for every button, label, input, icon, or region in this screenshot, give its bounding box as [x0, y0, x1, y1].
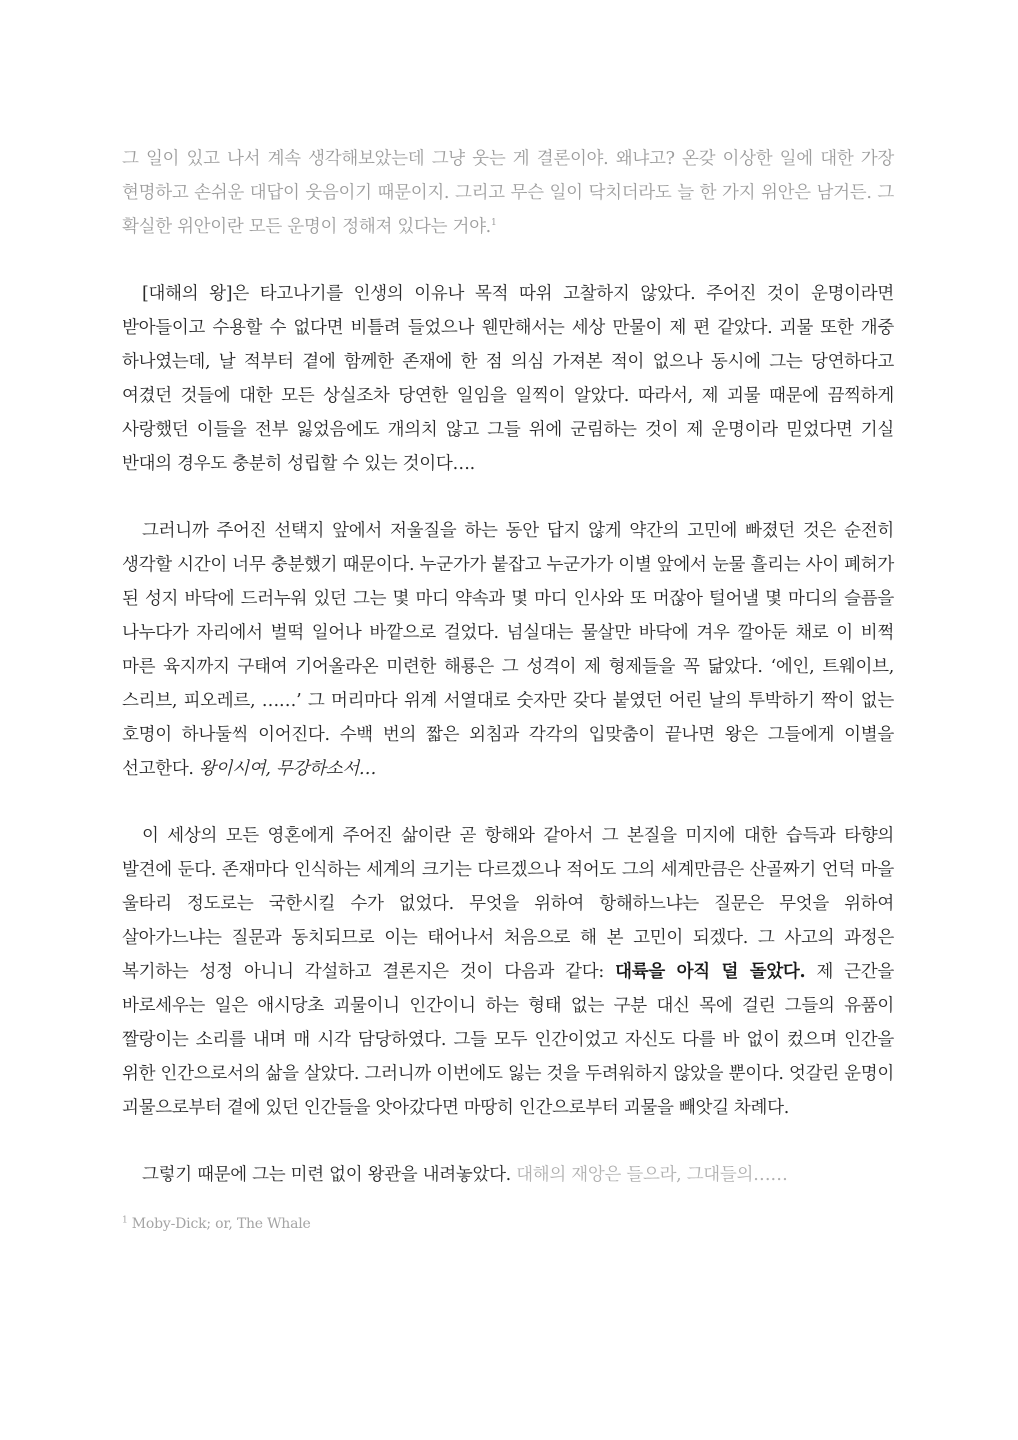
bold-emphasis: 대륙을 아직 덜 돌았다. — [615, 962, 806, 982]
footnote-text: Moby-Dick; or, The Whale — [127, 1216, 311, 1232]
faded-trailing-text: 대해의 재앙은 들으라, 그대들의…… — [516, 1165, 788, 1185]
paragraph-text: 그러니까 주어진 선택지 앞에서 저울질을 하는 동안 답지 않게 약간의 고민에 빠졌던 것은 순전히 생각할 시간이 너무 충분했기 때문이다. 누군가가 붙잡고 누군가가 이별 앞에서 눈물 흘리는 사이 폐허가 된 성지 바닥에 드러누워 있던 그는 몇 마디 약속과 몇 마디 인사와 또 머잖아 털어낼 몇 마디의 슬픔을 나누다가 자리에서 벌떡 일어나 바깥으로 걸었다. 넘실대는 물살만 바닥에 겨우 깔아둔 채로 이 비쩍 마른 육지까지 구태여 기어올라온 미련한 해룡은 그 성격이 제 형제들을 꼭 닮았다. ‘에인, 트웨이브, 스리브, 피오레르, ……’ 그 머리마다 위계 서열대로 숫자만 갖다 붙였던 어린 날의 투박하기 짝이 없는 호명이 하나둘씩 이어진다. 수백 번의 짧은 외침과 각각의 입맞춤이 끝나면 왕은 그들에게 이별을 선고한다. — [122, 521, 894, 779]
paragraph-text: 그렇기 때문에 그는 미련 없이 왕관을 내려놓았다. — [142, 1165, 517, 1185]
paragraph-text-continued: 제 근간을 바로세우는 일은 애시당초 괴물이니 인간이니 하는 형태 없는 구분 대신 목에 걸린 그들의 유품이 짤랑이는 소리를 내며 매 시각 담당하였다. 그들 모두 인간이었고 자신도 다를 바 없이 컸으며 인간을 위한 인간으로서의 삶을 살았다. 그러니까 이번에도 잃는 것을 두려워하지 않았을 뿐이다. 엇갈린 운명이 괴물으로부터 곁에 있던 인간들을 앗아갔다면 마땅히 인간으로부터 괴물을 빼앗길 차례다. — [122, 962, 894, 1118]
italic-quote: 왕이시여, 무강하소서… — [198, 759, 377, 779]
document-page — [122, 142, 894, 1234]
footnote-marker: 1 — [122, 1215, 128, 1226]
footnote — [122, 1214, 894, 1234]
body-paragraph — [122, 1158, 894, 1192]
body-paragraph — [122, 277, 894, 481]
body-paragraph — [122, 819, 894, 1125]
epigraph-text: 그 일이 있고 나서 계속 생각해보았는데 그냥 웃는 게 결론이야. 왜냐고? 온갖 이상한 일에 대한 가장 현명하고 손쉬운 대답이 웃음이기 때문이지. 그리고 무슨 일이 닥치더라도 늘 한 가지 위안은 남거든. 그 확실한 위안이란 모든 운명이 정해져 있다는 거야. — [122, 149, 894, 237]
epigraph-quote — [122, 142, 894, 244]
paragraph-text: 이 세상의 모든 영혼에게 주어진 삶이란 곧 항해와 같아서 그 본질을 미지에 대한 습득과 타향의 발견에 둔다. 존재마다 인식하는 세계의 크기는 다르겠으나 적어도 그의 세계만큼은 산골짜기 언덕 마을 울타리 정도로는 국한시킬 수가 없었다. 무엇을 위하여 항해하느냐는 질문은 무엇을 위하여 살아가느냐는 질문과 동치되므로 이는 태어나서 처음으로 해 본 고민이 되겠다. 그 사고의 과정은 복기하는 성정 아니니 각설하고 결론지은 것이 다음과 같다: — [122, 826, 894, 982]
footnote-reference: 1 — [490, 218, 497, 229]
paragraph-text: [대해의 왕]은 타고나기를 인생의 이유나 목적 따위 고찰하지 않았다. 주어진 것이 운명이라면 받아들이고 수용할 수 없다면 비틀려 들었으나 웬만해서는 세상 만물이 제 편 같았다. 괴물 또한 개중 하나였는데, 날 적부터 곁에 함께한 존재에 한 점 의심 가져본 적이 없으나 동시에 그는 당연하다고 여겼던 것들에 대한 모든 상실조차 당연한 일임을 일찍이 알았다. 따라서, 제 괴물 때문에 끔찍하게 사랑했던 이들을 전부 잃었음에도 개의치 않고 그들 위에 군림하는 것이 제 운명이라 믿었다면 기실 반대의 경우도 충분히 성립할 수 있는 것이다…. — [122, 284, 894, 474]
body-paragraph — [122, 514, 894, 786]
